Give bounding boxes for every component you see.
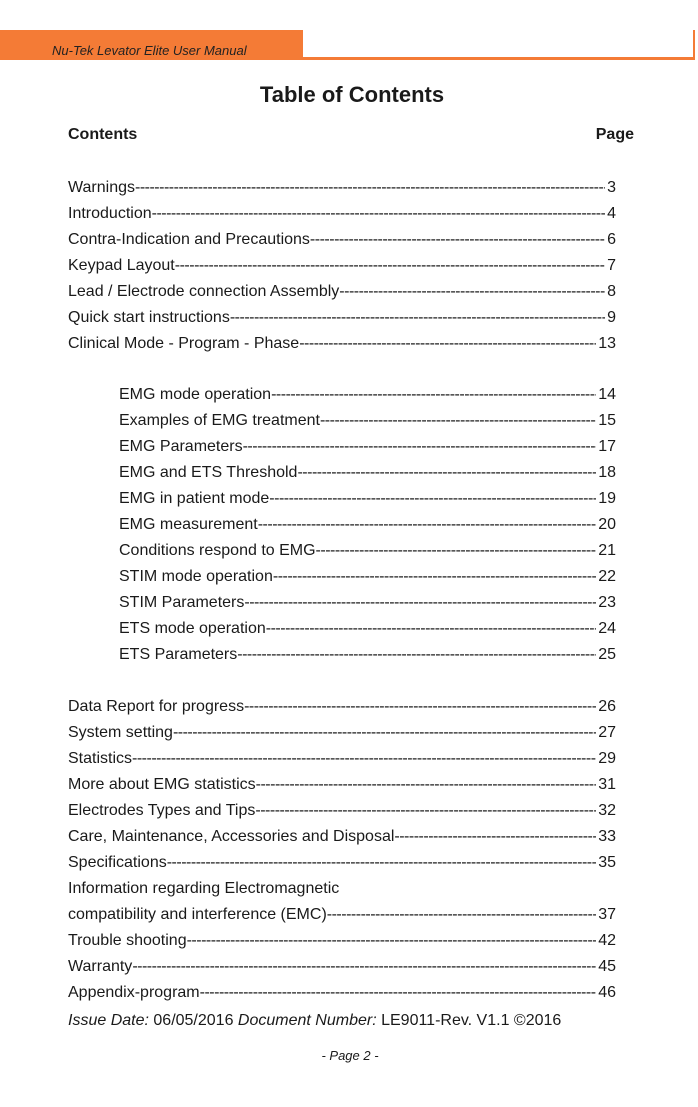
toc-entry-label: EMG mode operation <box>119 386 272 403</box>
toc-entry-label: Electrodes Types and Tips <box>68 802 256 819</box>
leader-dots <box>310 230 605 250</box>
leader-dots <box>320 411 596 431</box>
toc-entry-label: Conditions respond to EMG <box>119 542 316 559</box>
issue-date: 06/05/2016 <box>153 1012 234 1029</box>
toc-entry-page: 13 <box>598 335 616 352</box>
toc-entry-label: Warnings <box>68 179 135 196</box>
toc-entry[interactable] <box>68 775 616 795</box>
leader-dots <box>271 385 596 405</box>
toc-entry-label: Quick start instructions <box>68 309 230 326</box>
toc-entry-label: EMG measurement <box>119 516 258 533</box>
toc-subentry[interactable] <box>119 515 616 535</box>
toc-entry-label: Keypad Layout <box>68 257 175 274</box>
toc-entry-label: System setting <box>68 724 173 741</box>
toc-entry[interactable] <box>68 204 616 224</box>
toc-entry-page: 24 <box>598 620 616 637</box>
toc-entry-page: 7 <box>607 257 616 274</box>
toc-entry-label: Information regarding Electromagnetic <box>68 880 340 897</box>
toc-entry-page: 26 <box>598 698 616 715</box>
toc-entry[interactable] <box>68 931 616 951</box>
leader-dots <box>167 853 596 873</box>
leader-dots <box>173 723 596 743</box>
leader-dots <box>132 957 596 977</box>
toc-entry-label: Introduction <box>68 205 152 222</box>
leader-dots <box>243 437 597 457</box>
toc-entry-page: 32 <box>598 802 616 819</box>
toc-entry-label: Examples of EMG treatment <box>119 412 320 429</box>
leader-dots <box>394 827 596 847</box>
toc-entry-page: 20 <box>598 516 616 533</box>
toc-entry[interactable] <box>68 983 616 1003</box>
toc-entry-page: 4 <box>607 205 616 222</box>
toc-entry[interactable] <box>68 697 616 717</box>
toc-subentry[interactable] <box>119 619 616 639</box>
toc-entry-label: Warranty <box>68 958 133 975</box>
toc-entry-page: 19 <box>598 490 616 507</box>
toc-entry-label: EMG and ETS Threshold <box>119 464 298 481</box>
toc-entry-page: 18 <box>598 464 616 481</box>
toc-subentry[interactable] <box>119 385 616 405</box>
toc-entry-page: 29 <box>598 750 616 767</box>
leader-dots <box>256 775 597 795</box>
toc-entry-page: 31 <box>598 776 616 793</box>
toc-entry-page: 33 <box>598 828 616 845</box>
toc-entry-page: 45 <box>598 958 616 975</box>
toc-entry[interactable] <box>68 827 616 847</box>
toc-subentry[interactable] <box>119 437 616 457</box>
toc-subentry[interactable] <box>119 567 616 587</box>
toc-entry-page: 46 <box>598 984 616 1001</box>
toc-entry-label: Appendix-program <box>68 984 200 1001</box>
header-edge <box>693 30 695 60</box>
toc-entry-page: 23 <box>598 594 616 611</box>
toc-entry-page: 15 <box>598 412 616 429</box>
toc-entry-label: Contra-Indication and Precautions <box>68 231 310 248</box>
toc-entry-page: 17 <box>598 438 616 455</box>
toc-entry-label: STIM Parameters <box>119 594 245 611</box>
toc-entry-page: 42 <box>598 932 616 949</box>
toc-entry[interactable] <box>68 749 616 769</box>
toc-entry-label: Care, Maintenance, Accessories and Disposal <box>68 828 395 845</box>
issue-line <box>68 1012 561 1030</box>
leader-dots <box>175 256 605 276</box>
toc-entry[interactable] <box>68 957 616 977</box>
issue-date-label: Issue Date: <box>68 1012 149 1029</box>
toc-entry-label: Data Report for progress <box>68 698 245 715</box>
toc-entry-label: STIM mode operation <box>119 568 273 585</box>
leader-dots <box>237 645 596 665</box>
toc-subentry[interactable] <box>119 593 616 613</box>
leader-dots <box>244 593 596 613</box>
toc-entry-label: ETS mode operation <box>119 620 266 637</box>
toc-entry-page: 9 <box>607 309 616 326</box>
toc-subentry[interactable] <box>119 645 616 665</box>
toc-entry[interactable] <box>68 256 616 276</box>
toc-entry-label: ETS Parameters <box>119 646 238 663</box>
copyright: ©2016 <box>513 1012 562 1029</box>
toc-subentry[interactable] <box>119 463 616 483</box>
leader-dots <box>255 801 596 821</box>
toc-subentry[interactable] <box>119 411 616 431</box>
leader-dots <box>299 334 596 354</box>
toc-entry-page: 35 <box>598 854 616 871</box>
page-number: - Page 2 - <box>321 1048 379 1063</box>
leader-dots <box>132 749 596 769</box>
toc-entry-label: EMG Parameters <box>119 438 243 455</box>
toc-entry-page: 6 <box>607 231 616 248</box>
contents-column-header: Contents <box>68 126 138 143</box>
leader-dots <box>200 983 597 1003</box>
toc-entry[interactable] <box>68 334 616 354</box>
leader-dots <box>316 541 597 561</box>
toc-entry-label: compatibility and interference (EMC) <box>68 906 327 923</box>
toc-entry[interactable] <box>68 853 616 873</box>
toc-entry-label: EMG in patient mode <box>119 490 270 507</box>
page-title: Table of Contents <box>259 82 445 107</box>
leader-dots <box>135 178 605 198</box>
leader-dots <box>273 567 596 587</box>
toc-entry[interactable] <box>68 282 616 302</box>
toc-entry[interactable] <box>68 308 616 328</box>
toc-subentry[interactable] <box>119 541 616 561</box>
toc-entry-label: Trouble shooting <box>68 932 187 949</box>
toc-entry[interactable] <box>68 905 616 925</box>
toc-entry-label: Specifications <box>68 854 167 871</box>
toc-entry-page: 21 <box>598 542 616 559</box>
leader-dots <box>187 931 597 951</box>
toc-entry-page: 22 <box>598 568 616 585</box>
leader-dots <box>297 463 596 483</box>
toc-entry-label: Lead / Electrode connection Assembly <box>68 283 340 300</box>
leader-dots <box>244 697 596 717</box>
toc-entry-wrap[interactable] <box>68 879 616 899</box>
document-number-label: Document Number: <box>237 1012 377 1029</box>
toc-subentry[interactable] <box>119 489 616 509</box>
leader-dots <box>269 489 596 509</box>
toc-entry-page: 27 <box>598 724 616 741</box>
toc-entry-page: 37 <box>598 906 616 923</box>
leader-dots <box>152 204 605 224</box>
page-column-header: Page <box>595 126 634 143</box>
leader-dots <box>339 282 605 302</box>
toc-entry[interactable] <box>68 230 616 250</box>
toc-entry[interactable] <box>68 723 616 743</box>
toc-entry-page: 25 <box>598 646 616 663</box>
toc-entry-label: Statistics <box>68 750 133 767</box>
toc-entry-page: 3 <box>607 179 616 196</box>
toc-entry-page: 14 <box>598 386 616 403</box>
toc-entry-page: 8 <box>607 283 616 300</box>
leader-dots <box>327 905 596 925</box>
header-rule <box>303 57 693 60</box>
toc-entry-label: More about EMG statistics <box>68 776 256 793</box>
toc-entry[interactable] <box>68 178 616 198</box>
toc-entry-label: Clinical Mode - Program - Phase <box>68 335 300 352</box>
leader-dots <box>266 619 596 639</box>
leader-dots <box>230 308 605 328</box>
toc-entry[interactable] <box>68 801 616 821</box>
header-title: Nu-Tek Levator Elite User Manual <box>52 43 247 58</box>
document-number: LE9011-Rev. V1.1 <box>381 1012 510 1029</box>
leader-dots <box>258 515 596 535</box>
